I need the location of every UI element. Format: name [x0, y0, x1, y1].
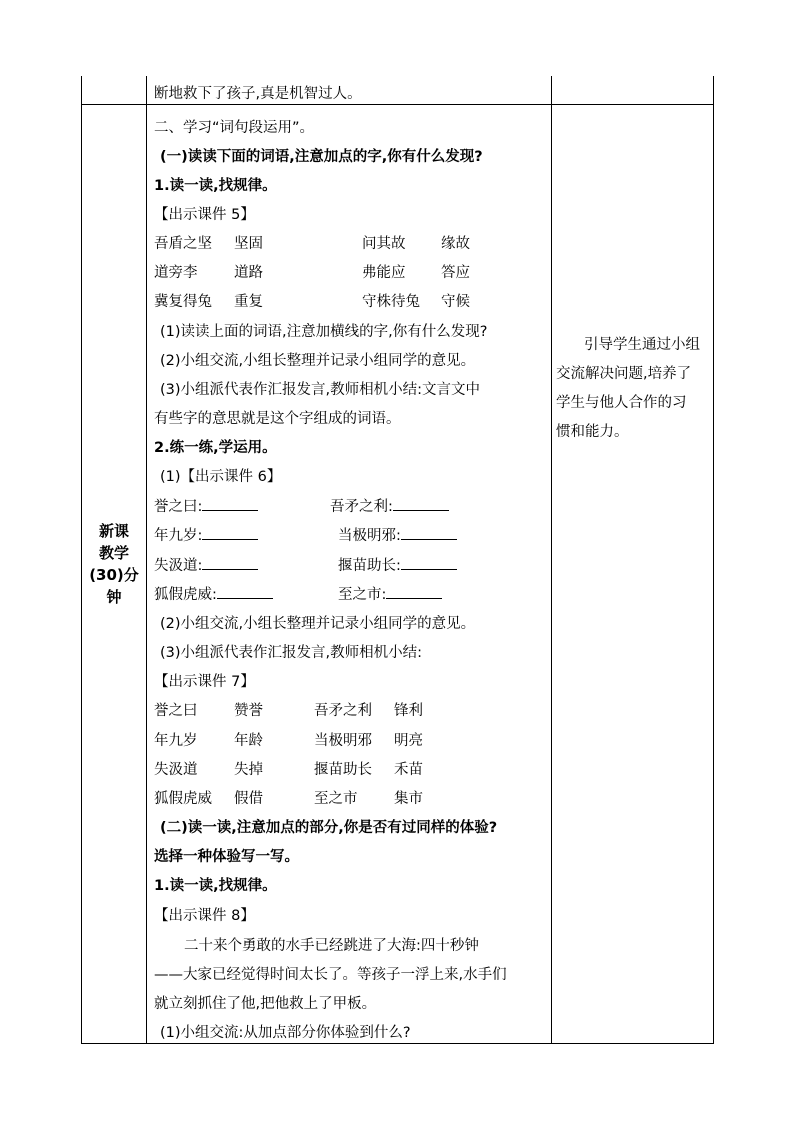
word: 明亮 — [394, 733, 423, 749]
question: (2)小组交流,小组长整理并记录小组同学的意见。 — [160, 616, 476, 632]
fill-blank-word: 年九岁: — [154, 528, 203, 544]
section-label-line: 教学 — [98, 544, 129, 562]
word: 缘故 — [441, 236, 470, 252]
step-heading: 1.读一读,找规律。 — [154, 178, 277, 194]
word: 锋利 — [394, 703, 423, 719]
top-row-text: 断地救下了孩子,真是机智过人。 — [154, 86, 362, 102]
passage-line: 二十来个勇敢的水手已经跳进了大海:四十秒钟 — [184, 938, 479, 954]
fill-blank-item — [338, 584, 442, 605]
fill-blank-word: 吾矛之利: — [330, 499, 393, 515]
word: 集市 — [394, 791, 423, 807]
blank-line — [386, 584, 442, 599]
note-line: 惯和能力。 — [556, 424, 629, 440]
word: 道旁李 — [154, 265, 198, 281]
word: 吾盾之坚 — [154, 236, 212, 252]
word: 至之市 — [314, 791, 358, 807]
word: 守候 — [441, 294, 470, 310]
passage-line: 就立刻抓住了他,把他救上了甲板。 — [154, 996, 377, 1012]
table-border-bottom — [81, 1043, 714, 1044]
section-label-line: (30)分 — [89, 566, 139, 584]
courseware-label: 【出示课件 7】 — [154, 674, 255, 690]
word: 失汲道 — [154, 762, 198, 778]
word: 道路 — [234, 265, 263, 281]
word: 假借 — [234, 791, 263, 807]
note-line: 学生与他人合作的习 — [556, 395, 687, 411]
blank-line — [401, 525, 457, 540]
section-label-line: 钟 — [106, 588, 122, 606]
blank-line — [202, 555, 258, 570]
fill-blank-item — [154, 555, 258, 576]
section-label-line: 新课 — [98, 522, 129, 540]
fill-blank-word: 当极明邪: — [338, 528, 401, 544]
blank-line — [202, 525, 258, 540]
word: 当极明邪 — [314, 733, 372, 749]
note-line: 交流解决问题,培养了 — [556, 366, 692, 382]
word: 吾矛之利 — [314, 703, 372, 719]
table-divider-1 — [146, 76, 147, 1044]
question-continued: 有些字的意思就是这个字组成的词语。 — [154, 411, 401, 427]
passage-line: ——大家已经觉得时间太长了。等孩子一浮上来,水手们 — [154, 967, 507, 983]
table-divider-2 — [551, 76, 552, 1044]
question: (3)小组派代表作汇报发言,教师相机小结:文言文中 — [160, 382, 481, 398]
note-line: 引导学生通过小组 — [584, 337, 700, 353]
blank-line — [217, 584, 273, 599]
fill-blank-item — [154, 525, 258, 546]
step-heading: 1.读一读,找规律。 — [154, 878, 277, 894]
section-heading: 二、学习“词句段运用”。 — [154, 120, 315, 136]
word: 揠苗助长 — [314, 762, 372, 778]
fill-blank-item — [330, 496, 449, 517]
fill-blank-item — [338, 555, 457, 576]
courseware-label: 【出示课件 8】 — [154, 908, 255, 924]
fill-blank-word: 揠苗助长: — [338, 558, 401, 574]
word: 狐假虎威 — [154, 791, 212, 807]
design-intent-note — [556, 331, 714, 447]
blank-line — [401, 555, 457, 570]
fill-blank-item — [154, 584, 273, 605]
word: 年九岁 — [154, 733, 198, 749]
word: 禾苗 — [394, 762, 423, 778]
table-border-right — [713, 76, 714, 1044]
blank-line — [393, 496, 449, 511]
word: 失掉 — [234, 762, 263, 778]
courseware-label: (1)【出示课件 6】 — [160, 469, 282, 485]
question: (1)读读上面的词语,注意加横线的字,你有什么发现? — [160, 324, 488, 340]
word: 冀复得兔 — [154, 294, 212, 310]
row-divider — [81, 104, 714, 105]
word: 守株待兔 — [362, 294, 420, 310]
question: (2)小组交流,小组长整理并记录小组同学的意见。 — [160, 353, 476, 369]
word: 重复 — [234, 294, 263, 310]
step-heading: 2.练一练,学运用。 — [154, 440, 277, 456]
word: 弗能应 — [362, 265, 406, 281]
fill-blank-item — [338, 525, 457, 546]
fill-blank-item — [154, 496, 258, 517]
word: 答应 — [441, 265, 470, 281]
fill-blank-word: 狐假虎威: — [154, 587, 217, 603]
word: 赞誉 — [234, 703, 263, 719]
question: (3)小组派代表作汇报发言,教师相机小结: — [160, 645, 423, 661]
fill-blank-word: 失汲道: — [154, 558, 203, 574]
fill-blank-word: 至之市: — [338, 587, 387, 603]
subsection-heading-continued: 选择一种体验写一写。 — [154, 849, 299, 865]
word: 誉之曰 — [154, 703, 198, 719]
question: (1)小组交流:从加点部分你体验到什么? — [160, 1025, 411, 1041]
section-label — [82, 520, 146, 608]
subsection-heading: (一)读读下面的词语,注意加点的字,你有什么发现? — [160, 149, 483, 165]
blank-line — [202, 496, 258, 511]
word: 问其故 — [362, 236, 406, 252]
word: 坚固 — [234, 236, 263, 252]
fill-blank-word: 誉之曰: — [154, 499, 203, 515]
word: 年龄 — [234, 733, 263, 749]
subsection-heading: (二)读一读,注意加点的部分,你是否有过同样的体验? — [160, 820, 498, 836]
courseware-label: 【出示课件 5】 — [154, 207, 255, 223]
